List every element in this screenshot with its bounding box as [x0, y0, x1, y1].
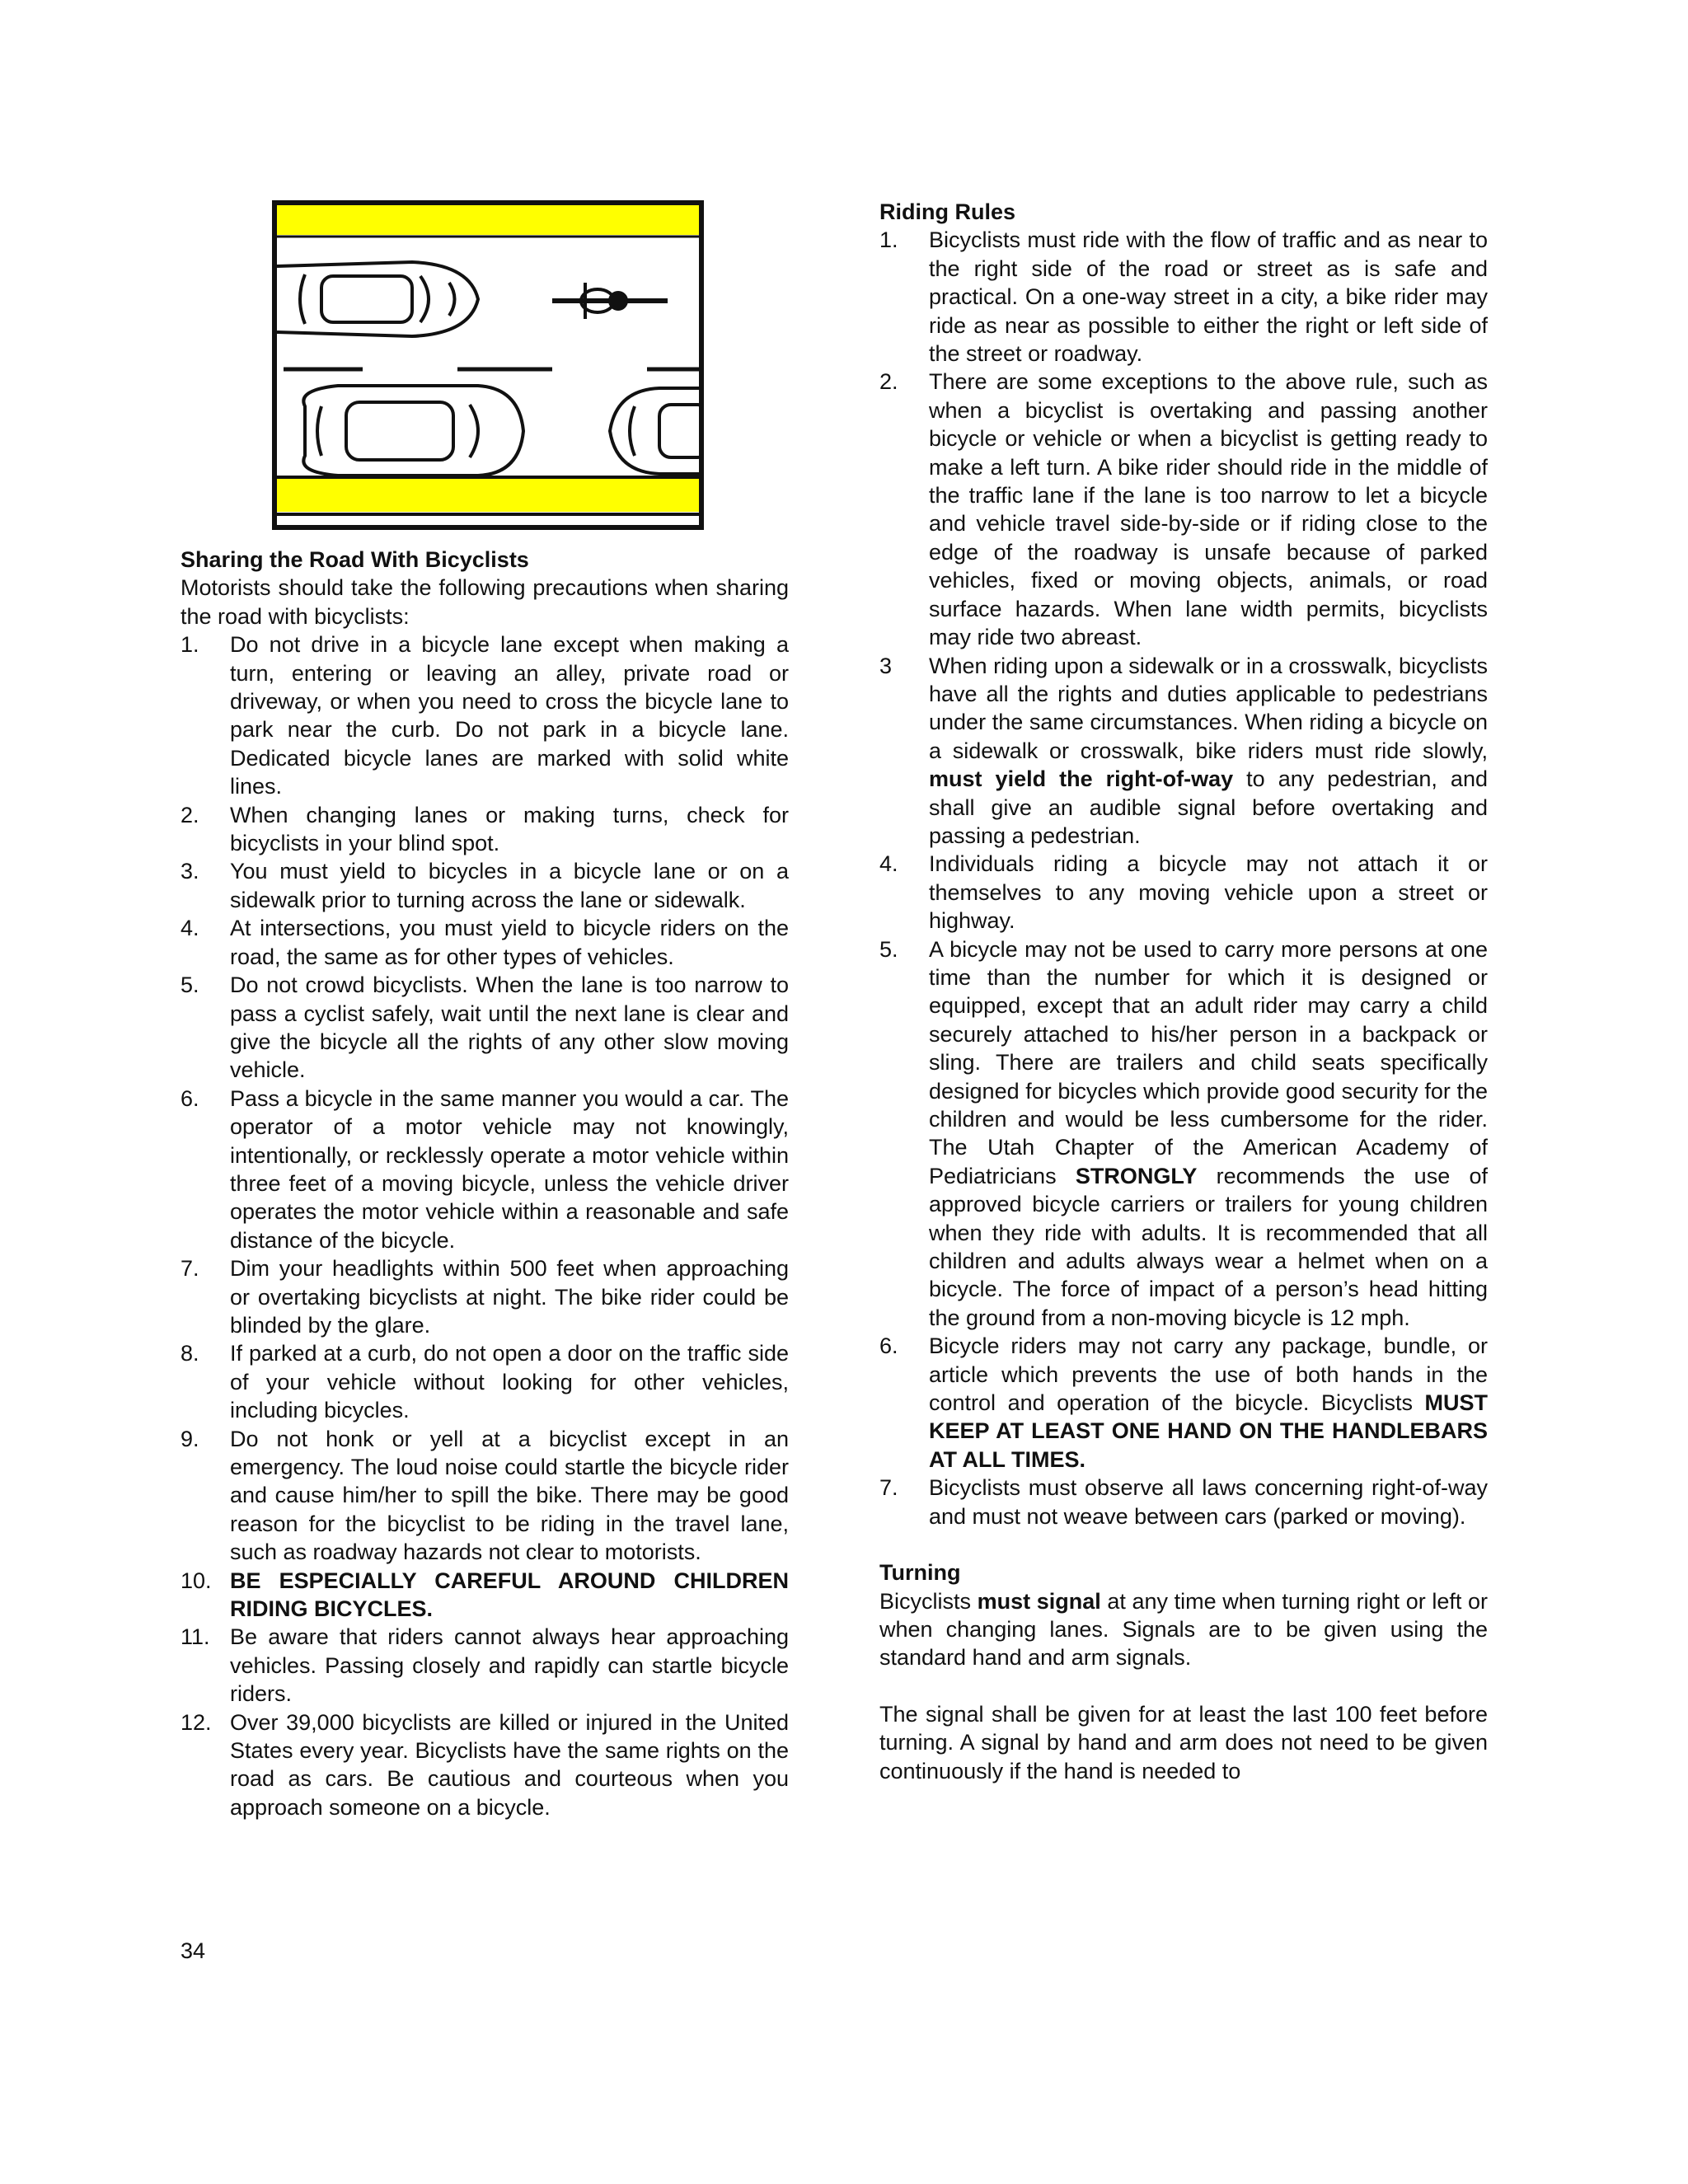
- list-item: 8. If parked at a curb, do not open a door on the traffic side of your vehicle without looking for other vehicles, including bicycles.: [181, 1341, 789, 1423]
- list-item: 10. BE ESPECIALLY CAREFUL AROUND CHILDREN RIDING BICYCLES.: [181, 1568, 789, 1622]
- list-item: 1. Bicyclists must ride with the flow of traffic and as near to the right side of the road or street as is safe and practical. On a one-way street in a city, a bike rider may ride as near as possible to either the right or left side of the street or roadway.: [879, 227, 1488, 367]
- turning-paragraph-1: Bicyclists must signal at any time when turning right or left or when changing lanes. Signals are to be given using the standard hand and arm signals.: [879, 1588, 1488, 1671]
- list-item: 5. A bicycle may not be used to carry more persons at one time than the number for which it is designed or equipped, except that an adult rider may carry a child securely attached to his/her person in a backpack or sling. There are trailers and child seats specifically designed for bicycles which provide good security for the children and would be less cumbersome for the rider. The Utah Chapter of the American Academy of Pediatricians STRONGLY recommends the use of approved bicycle carriers or trailers for young children when they ride with adults. It is recommended that all children and adults always wear a helmet when on a bicycle. The force of impact of a person’s head hitting the ground from a non-moving bicycle is 12 mph.: [879, 936, 1488, 1330]
- right-column: [879, 198, 1488, 1785]
- bicycle-lane-illustration: [272, 200, 704, 530]
- section-heading-riding-rules: Riding Rules: [879, 199, 1016, 224]
- intro-paragraph: Motorists should take the following precautions when sharing the road with bicyclists:: [181, 575, 789, 629]
- list-item: 5. Do not crowd bicyclists. When the lane is too narrow to pass a cyclist safely, wait until the next lane is clear and give the bicycle all the rights of any other slow moving vehicle.: [181, 972, 789, 1083]
- riding-rules-list: [879, 226, 1488, 1530]
- list-item: 6. Bicycle riders may not carry any package, bundle, or article which prevents the use of both hands in the control and operation of the bicycle. Bicyclists MUST KEEP AT LEAST ONE HAND ON THE HANDLEBARS AT ALL TIMES.: [879, 1333, 1488, 1472]
- top-yellow-stripe: [277, 205, 699, 235]
- list-item: 2. There are some exceptions to the above rule, such as when a bicyclist is overtaking and passing another bicycle or vehicle or when a bicyclist is getting ready to make a left turn. A bike rider should ride in the middle of the traffic lane if the lane is too narrow to let a bicycle and vehicle travel side-by-side or if riding close to the edge of the roadway is unsafe because of parked vehicles, fixed or moving objects, animals, or road surface hazards. When lane width permits, bicyclists may ride two abreast.: [879, 369, 1488, 650]
- list-item: 6. Pass a bicycle in the same manner you would a car. The operator of a motor vehicle may not knowingly, intentionally, or recklessly operate a motor vehicle within three feet of a moving bicycle, unless the vehicle driver operates the motor vehicle within a reasonable and safe distance of the bicycle.: [181, 1085, 789, 1253]
- list-item: 9. Do not honk or yell at a bicyclist except in an emergency. The loud noise could startle the bicycle rider and cause him/her to spill the bike. There may be good reason for the bicyclist to be riding in the travel lane, such as roadway hazards not clear to motorists.: [181, 1426, 789, 1565]
- list-item: 3 When riding upon a sidewalk or in a crosswalk, bicyclists have all the rights and duties applicable to pedestrians under the same circumstances. When riding a bicycle on a sidewalk or crosswalk, bike riders must ride slowly, must yield the right-of-way to any pedestrian, and shall give an audible signal before overtaking and passing a pedestrian.: [879, 653, 1488, 848]
- list-item: 4. At intersections, you must yield to bicycle riders on the road, the same as for other types of vehicles.: [181, 916, 789, 969]
- left-column: [181, 546, 789, 1821]
- page-number: 34: [181, 1938, 206, 1963]
- bottom-yellow-stripe: [277, 479, 699, 512]
- precautions-list: [181, 630, 789, 1821]
- list-item: 4. Individuals riding a bicycle may not attach it or themselves to any moving vehicle upon a street or highway.: [879, 851, 1488, 934]
- list-item: 3. You must yield to bicycles in a bicycle lane or on a sidewalk prior to turning across the lane or sidewalk.: [181, 859, 789, 912]
- list-item: 12. Over 39,000 bicyclists are killed or injured in the United States every year. Bicyclists have the same rights on the road as cars. Be cautious and courteous when you approach someone on a bicycle.: [181, 1709, 789, 1820]
- list-item: 1. Do not drive in a bicycle lane except when making a turn, entering or leaving an alley, private road or driveway, or when you need to cross the bicycle lane to park near the curb. Do not park in a bicycle lane. Dedicated bicycle lanes are marked with solid white lines.: [181, 632, 789, 799]
- list-item: 11. Be aware that riders cannot always hear approaching vehicles. Passing closely and rapidly can startle bicycle riders.: [181, 1624, 789, 1707]
- turning-paragraph-2: The signal shall be given for at least the last 100 feet before turning. A signal by hand and arm does not need to be given continuously if the hand is needed to: [879, 1701, 1488, 1783]
- section-heading-sharing-road: Sharing the Road With Bicyclists: [181, 547, 529, 572]
- section-heading-turning: Turning: [879, 1560, 961, 1586]
- list-item: 2. When changing lanes or making turns, check for bicyclists in your blind spot.: [181, 802, 789, 856]
- list-item: 7. Dim your headlights within 500 feet when approaching or overtaking bicyclists at night. The bike rider could be blinded by the glare.: [181, 1256, 789, 1338]
- list-item: 7. Bicyclists must observe all laws concerning right-of-way and must not weave between cars (parked or moving).: [879, 1475, 1488, 1529]
